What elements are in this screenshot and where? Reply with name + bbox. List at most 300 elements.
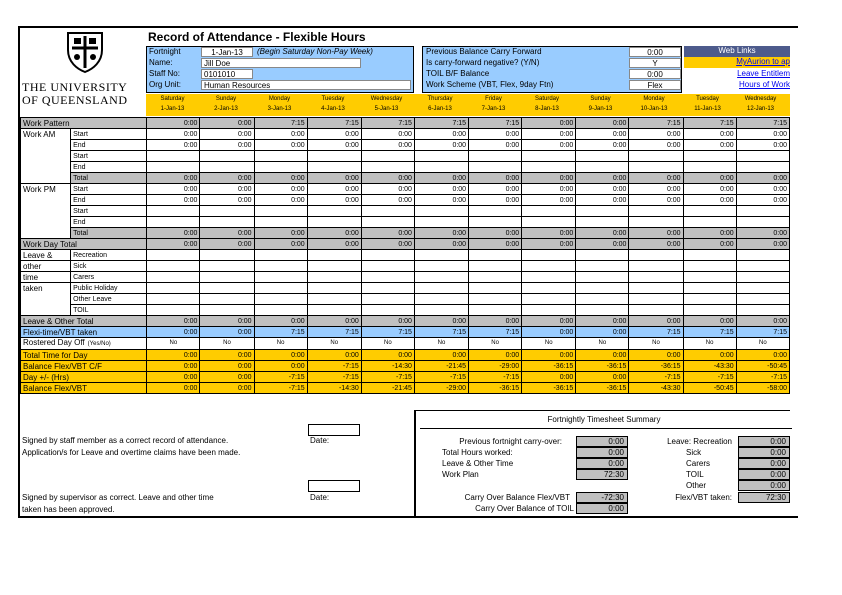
time-cell[interactable] (629, 272, 683, 283)
time-cell[interactable] (683, 206, 736, 217)
time-cell: -36:15 (522, 383, 576, 394)
time-cell: -36:15 (629, 361, 683, 372)
time-cell[interactable] (522, 151, 576, 162)
time-cell: -21:45 (414, 361, 468, 372)
day-name: Monday (268, 96, 291, 102)
time-cell[interactable] (683, 272, 736, 283)
time-cell[interactable] (200, 151, 254, 162)
time-cell[interactable] (683, 162, 736, 173)
table-row (21, 140, 790, 151)
time-cell[interactable] (200, 261, 254, 272)
time-cell[interactable] (361, 250, 414, 261)
time-cell[interactable]: 0:00 (576, 184, 629, 195)
row-label (21, 383, 147, 394)
supervisor-signature-field[interactable] (308, 480, 360, 492)
time-cell[interactable]: 0:00 (469, 140, 522, 151)
setting-input[interactable]: Y (629, 58, 681, 68)
time-cell[interactable] (522, 305, 576, 316)
time-cell[interactable]: 0:00 (629, 195, 683, 206)
day-header (734, 94, 787, 116)
time-cell[interactable] (307, 151, 361, 162)
time-cell[interactable]: No (469, 338, 522, 350)
time-cell[interactable] (147, 305, 200, 316)
time-cell[interactable] (469, 151, 522, 162)
time-cell[interactable] (414, 206, 468, 217)
org-unit-input[interactable]: Human Resources (201, 80, 411, 90)
time-cell[interactable] (414, 162, 468, 173)
time-cell[interactable]: 0:00 (414, 129, 468, 140)
staff-signoff-text1: Signed by staff member as a correct record of attendance. (22, 436, 229, 445)
time-cell[interactable] (629, 151, 683, 162)
time-cell[interactable]: 0:00 (736, 195, 789, 206)
time-cell[interactable]: 0:00 (254, 184, 307, 195)
fortnight-input[interactable]: 1-Jan-13 (201, 47, 253, 57)
time-cell[interactable] (414, 294, 468, 305)
time-cell[interactable]: 7:15 (736, 327, 789, 338)
time-cell[interactable] (200, 305, 254, 316)
time-cell[interactable] (254, 305, 307, 316)
time-cell[interactable] (200, 250, 254, 261)
table-row (21, 206, 790, 217)
time-cell[interactable] (254, 250, 307, 261)
time-cell[interactable] (414, 217, 468, 228)
time-cell[interactable]: No (200, 338, 254, 350)
time-cell: 0:00 (361, 239, 414, 250)
time-cell[interactable] (414, 283, 468, 294)
link-myaurion[interactable]: MyAurion to ap (684, 57, 790, 68)
time-cell[interactable] (200, 217, 254, 228)
time-cell[interactable]: No (629, 338, 683, 350)
table-row (21, 151, 790, 162)
time-cell[interactable] (522, 162, 576, 173)
time-cell[interactable] (307, 206, 361, 217)
time-cell[interactable] (629, 217, 683, 228)
time-cell[interactable] (414, 261, 468, 272)
time-cell[interactable]: 0:00 (629, 129, 683, 140)
time-cell[interactable] (576, 217, 629, 228)
time-cell[interactable]: 0:00 (469, 184, 522, 195)
row-group-label: taken (21, 283, 71, 294)
time-cell[interactable] (469, 283, 522, 294)
time-cell[interactable] (200, 294, 254, 305)
name-input[interactable]: Jill Doe (201, 58, 361, 68)
time-cell[interactable] (576, 294, 629, 305)
time-cell[interactable]: No (736, 338, 789, 350)
time-cell[interactable] (414, 151, 468, 162)
time-cell[interactable] (200, 206, 254, 217)
time-cell[interactable] (522, 261, 576, 272)
time-cell[interactable]: 0:00 (576, 327, 629, 338)
time-cell[interactable]: 0:00 (307, 140, 361, 151)
time-cell[interactable] (361, 305, 414, 316)
time-cell[interactable]: No (683, 338, 736, 350)
time-cell[interactable] (736, 305, 789, 316)
table-row (21, 261, 790, 272)
time-cell: 0:00 (200, 383, 254, 394)
time-cell: 0:00 (576, 316, 629, 327)
time-cell[interactable] (307, 294, 361, 305)
time-cell[interactable] (683, 151, 736, 162)
time-cell[interactable] (469, 294, 522, 305)
time-cell[interactable]: 7:15 (683, 327, 736, 338)
time-cell[interactable]: 0:00 (522, 129, 576, 140)
time-cell[interactable] (736, 217, 789, 228)
time-cell[interactable]: 0:00 (469, 129, 522, 140)
time-cell[interactable] (629, 294, 683, 305)
table-row (21, 305, 790, 316)
row-label (21, 338, 147, 350)
logo-line1: THE UNIVERSITY (22, 80, 128, 94)
time-cell[interactable] (629, 250, 683, 261)
time-cell[interactable]: 0:00 (576, 140, 629, 151)
time-cell[interactable]: 0:00 (576, 129, 629, 140)
time-cell[interactable] (683, 305, 736, 316)
summary-left-label: Work Plan (442, 470, 479, 479)
time-cell[interactable] (147, 261, 200, 272)
time-cell[interactable] (254, 283, 307, 294)
table-row (21, 350, 790, 361)
time-cell[interactable]: No (414, 338, 468, 350)
time-cell[interactable] (307, 305, 361, 316)
time-cell[interactable] (522, 283, 576, 294)
time-cell[interactable]: No (576, 338, 629, 350)
table-row (21, 283, 790, 294)
time-cell[interactable]: 7:15 (254, 327, 307, 338)
row-group-label (21, 228, 71, 239)
time-cell: 0:00 (469, 316, 522, 327)
row-group-label (21, 305, 71, 316)
time-cell[interactable] (736, 151, 789, 162)
time-cell[interactable] (736, 206, 789, 217)
time-cell[interactable] (254, 217, 307, 228)
time-cell[interactable]: 7:15 (307, 327, 361, 338)
time-cell: -50:45 (683, 383, 736, 394)
row-sub-label: TOIL (71, 305, 147, 316)
time-cell[interactable] (147, 294, 200, 305)
time-cell[interactable] (469, 162, 522, 173)
time-cell[interactable]: 0:00 (629, 184, 683, 195)
time-cell: 0:00 (147, 361, 200, 372)
summary-right-value: 0:00 (738, 458, 790, 469)
time-cell[interactable] (736, 272, 789, 283)
time-cell[interactable] (147, 151, 200, 162)
time-cell[interactable]: 0:00 (147, 327, 200, 338)
time-cell[interactable]: 0:00 (254, 129, 307, 140)
staff-signature-field[interactable] (308, 424, 360, 436)
time-cell[interactable]: 0:00 (736, 184, 789, 195)
time-cell[interactable]: 0:00 (361, 184, 414, 195)
time-cell: 0:00 (683, 173, 736, 184)
time-cell[interactable] (254, 206, 307, 217)
time-cell[interactable] (629, 206, 683, 217)
time-cell[interactable]: 0:00 (200, 327, 254, 338)
summary-right-value: 72:30 (738, 492, 790, 503)
time-cell: 0:00 (629, 173, 683, 184)
time-cell[interactable] (469, 261, 522, 272)
time-cell[interactable]: No (361, 338, 414, 350)
time-cell: 0:00 (147, 350, 200, 361)
time-cell: 0:00 (200, 372, 254, 383)
time-cell[interactable] (576, 272, 629, 283)
row-sub-label: Start (71, 129, 147, 140)
time-cell[interactable] (683, 294, 736, 305)
time-cell[interactable] (469, 217, 522, 228)
staff-date-label: Date: (310, 436, 330, 445)
time-cell[interactable] (414, 272, 468, 283)
time-cell[interactable] (576, 250, 629, 261)
time-cell[interactable] (683, 261, 736, 272)
time-cell[interactable]: No (254, 338, 307, 350)
time-cell[interactable] (147, 217, 200, 228)
day-name: Saturday (160, 96, 185, 102)
time-cell[interactable] (629, 162, 683, 173)
time-cell[interactable]: No (307, 338, 361, 350)
time-cell[interactable] (200, 283, 254, 294)
row-group-label: time (21, 272, 71, 283)
time-cell[interactable]: 0:00 (200, 140, 254, 151)
summary-right-value: 0:00 (738, 469, 790, 480)
time-cell[interactable] (469, 206, 522, 217)
time-cell[interactable] (361, 162, 414, 173)
time-cell[interactable] (576, 162, 629, 173)
time-cell[interactable]: No (522, 338, 576, 350)
time-cell: 0:00 (683, 350, 736, 361)
summary-right-label: Flex/VBT taken: (675, 493, 732, 502)
time-cell[interactable]: 0:00 (147, 140, 200, 151)
row-sub-label: Start (71, 206, 147, 217)
time-cell[interactable] (522, 206, 576, 217)
time-cell[interactable]: 0:00 (522, 184, 576, 195)
carry-toil-label: Carry Over Balance of TOIL (475, 504, 574, 513)
table-row (21, 250, 790, 261)
time-cell: -29:00 (469, 361, 522, 372)
time-cell[interactable]: 0:00 (254, 140, 307, 151)
carry-flex-label: Carry Over Balance Flex/VBT (464, 493, 570, 502)
time-cell[interactable]: 0:00 (361, 140, 414, 151)
time-cell[interactable]: 0:00 (200, 195, 254, 206)
day-name: Wednesday (744, 96, 777, 102)
time-cell: 0:00 (629, 228, 683, 239)
time-cell[interactable]: 0:00 (522, 327, 576, 338)
day-name: Tuesday (321, 96, 345, 102)
time-cell[interactable] (200, 162, 254, 173)
time-cell[interactable]: 0:00 (307, 184, 361, 195)
time-cell[interactable] (576, 283, 629, 294)
supervisor-signoff-text1: Signed by supervisor as correct. Leave and other time (22, 493, 214, 502)
time-cell[interactable]: 0:00 (469, 195, 522, 206)
time-cell[interactable] (469, 250, 522, 261)
time-cell[interactable]: 0:00 (522, 140, 576, 151)
row-label (21, 350, 147, 361)
logo-line2: OF QUEENSLAND (22, 93, 128, 107)
time-cell: 0:00 (254, 361, 307, 372)
time-cell[interactable]: 0:00 (307, 195, 361, 206)
time-cell[interactable]: 0:00 (361, 195, 414, 206)
day-header (253, 94, 306, 116)
row-group-label (21, 195, 71, 206)
link-hours-of-work[interactable]: Hours of Work (739, 80, 790, 89)
time-cell[interactable]: 0:00 (361, 129, 414, 140)
time-cell[interactable]: 0:00 (414, 184, 468, 195)
time-cell[interactable]: 0:00 (683, 140, 736, 151)
time-cell[interactable] (736, 283, 789, 294)
time-cell[interactable] (307, 217, 361, 228)
time-cell[interactable] (254, 162, 307, 173)
time-cell: 0:00 (254, 228, 307, 239)
day-header (199, 94, 253, 116)
setting-input[interactable]: 0:00 (629, 69, 681, 79)
time-cell[interactable] (736, 261, 789, 272)
time-cell[interactable] (576, 151, 629, 162)
time-cell[interactable] (147, 206, 200, 217)
time-cell[interactable]: 0:00 (200, 129, 254, 140)
time-cell[interactable]: 0:00 (683, 195, 736, 206)
day-date: 5-Jan-13 (374, 106, 399, 112)
time-cell: 0:00 (147, 372, 200, 383)
row-label-text: Day +/- (Hrs) (23, 372, 69, 382)
time-cell[interactable] (629, 261, 683, 272)
time-cell[interactable] (254, 261, 307, 272)
setting-label: Previous Balance Carry Forward (426, 47, 542, 56)
time-cell[interactable] (147, 250, 200, 261)
time-cell[interactable] (307, 272, 361, 283)
time-cell: 0:00 (736, 228, 789, 239)
time-cell[interactable] (361, 217, 414, 228)
time-cell[interactable]: 0:00 (522, 195, 576, 206)
fortnight-label: Fortnight (149, 47, 181, 56)
time-cell[interactable] (254, 151, 307, 162)
table-row (21, 184, 790, 195)
day-date: 1-Jan-13 (160, 106, 185, 112)
setting-input[interactable]: Flex (629, 80, 681, 90)
time-cell: -7:15 (683, 372, 736, 383)
time-cell[interactable] (522, 250, 576, 261)
time-cell[interactable] (361, 206, 414, 217)
table-row (21, 129, 790, 140)
summary-left-value: 0:00 (576, 447, 628, 458)
table-row (21, 294, 790, 305)
staff-no-input[interactable]: 0101010 (201, 69, 253, 79)
time-cell[interactable] (683, 250, 736, 261)
table-row (21, 217, 790, 228)
time-cell[interactable] (736, 250, 789, 261)
time-cell[interactable] (307, 250, 361, 261)
time-cell[interactable]: 0:00 (254, 195, 307, 206)
time-cell: 0:00 (307, 239, 361, 250)
time-cell[interactable] (576, 261, 629, 272)
time-cell[interactable] (361, 294, 414, 305)
row-sub-label: Total (71, 228, 147, 239)
time-cell[interactable] (361, 272, 414, 283)
row-group-label (21, 151, 71, 162)
time-cell[interactable] (629, 305, 683, 316)
time-cell[interactable]: 7:15 (361, 327, 414, 338)
fortnight-note: (Begin Saturday Non-Pay Week) (257, 47, 373, 56)
time-cell[interactable] (147, 272, 200, 283)
row-group-label (21, 294, 71, 305)
summary-right-label: Sick (686, 448, 702, 457)
time-cell[interactable]: 0:00 (307, 129, 361, 140)
time-cell[interactable] (414, 250, 468, 261)
setting-input[interactable]: 0:00 (629, 47, 681, 57)
time-cell[interactable] (736, 162, 789, 173)
time-cell[interactable]: 0:00 (414, 195, 468, 206)
time-cell[interactable] (147, 162, 200, 173)
time-cell[interactable]: 0:00 (200, 184, 254, 195)
time-cell[interactable]: 0:00 (414, 140, 468, 151)
time-cell: 0:00 (736, 350, 789, 361)
time-cell: -21:45 (361, 383, 414, 394)
time-cell[interactable]: 0:00 (629, 140, 683, 151)
time-cell[interactable]: 0:00 (147, 195, 200, 206)
time-cell[interactable]: 0:00 (736, 129, 789, 140)
time-cell[interactable] (147, 283, 200, 294)
day-header (467, 94, 520, 116)
time-cell[interactable] (683, 217, 736, 228)
time-cell[interactable]: 0:00 (736, 140, 789, 151)
table-row (21, 316, 790, 327)
time-cell: 0:00 (254, 350, 307, 361)
time-cell: -7:15 (629, 372, 683, 383)
time-cell[interactable] (683, 283, 736, 294)
time-cell[interactable] (576, 305, 629, 316)
time-cell[interactable] (254, 272, 307, 283)
time-cell[interactable]: 7:15 (629, 327, 683, 338)
time-cell[interactable] (307, 261, 361, 272)
time-cell[interactable]: 0:00 (683, 184, 736, 195)
time-cell[interactable]: 0:00 (147, 129, 200, 140)
link-leave-entitlements[interactable]: Leave Entitlem (737, 69, 790, 78)
time-cell[interactable] (307, 162, 361, 173)
time-cell: 7:15 (629, 118, 683, 129)
time-cell[interactable]: 0:00 (576, 195, 629, 206)
time-cell[interactable] (254, 294, 307, 305)
time-cell: 0:00 (307, 316, 361, 327)
time-cell[interactable] (469, 305, 522, 316)
time-cell: -7:15 (307, 361, 361, 372)
time-cell: 7:15 (361, 118, 414, 129)
time-cell: 7:15 (414, 118, 468, 129)
row-group-label: Work AM (21, 129, 71, 140)
time-cell[interactable] (307, 283, 361, 294)
time-cell[interactable]: No (147, 338, 200, 350)
time-cell[interactable] (522, 217, 576, 228)
time-cell[interactable]: 0:00 (683, 129, 736, 140)
time-cell[interactable]: 0:00 (147, 184, 200, 195)
settings-panel (422, 46, 682, 93)
time-cell[interactable] (200, 272, 254, 283)
time-cell: 7:15 (254, 118, 307, 129)
row-label (21, 239, 147, 250)
staff-info-panel (146, 46, 414, 93)
day-date: 6-Jan-13 (428, 106, 452, 112)
time-cell[interactable] (361, 261, 414, 272)
day-name: Wednesday (370, 96, 403, 102)
time-cell[interactable] (522, 272, 576, 283)
time-cell[interactable] (361, 283, 414, 294)
time-cell[interactable]: 7:15 (469, 327, 522, 338)
time-cell[interactable] (736, 294, 789, 305)
table-row (21, 383, 790, 394)
time-cell: 0:00 (736, 316, 789, 327)
time-cell[interactable] (629, 283, 683, 294)
time-cell[interactable] (522, 294, 576, 305)
time-cell[interactable] (469, 272, 522, 283)
time-cell[interactable] (576, 206, 629, 217)
time-cell[interactable]: 7:15 (414, 327, 468, 338)
time-cell[interactable] (414, 305, 468, 316)
time-cell[interactable] (361, 151, 414, 162)
